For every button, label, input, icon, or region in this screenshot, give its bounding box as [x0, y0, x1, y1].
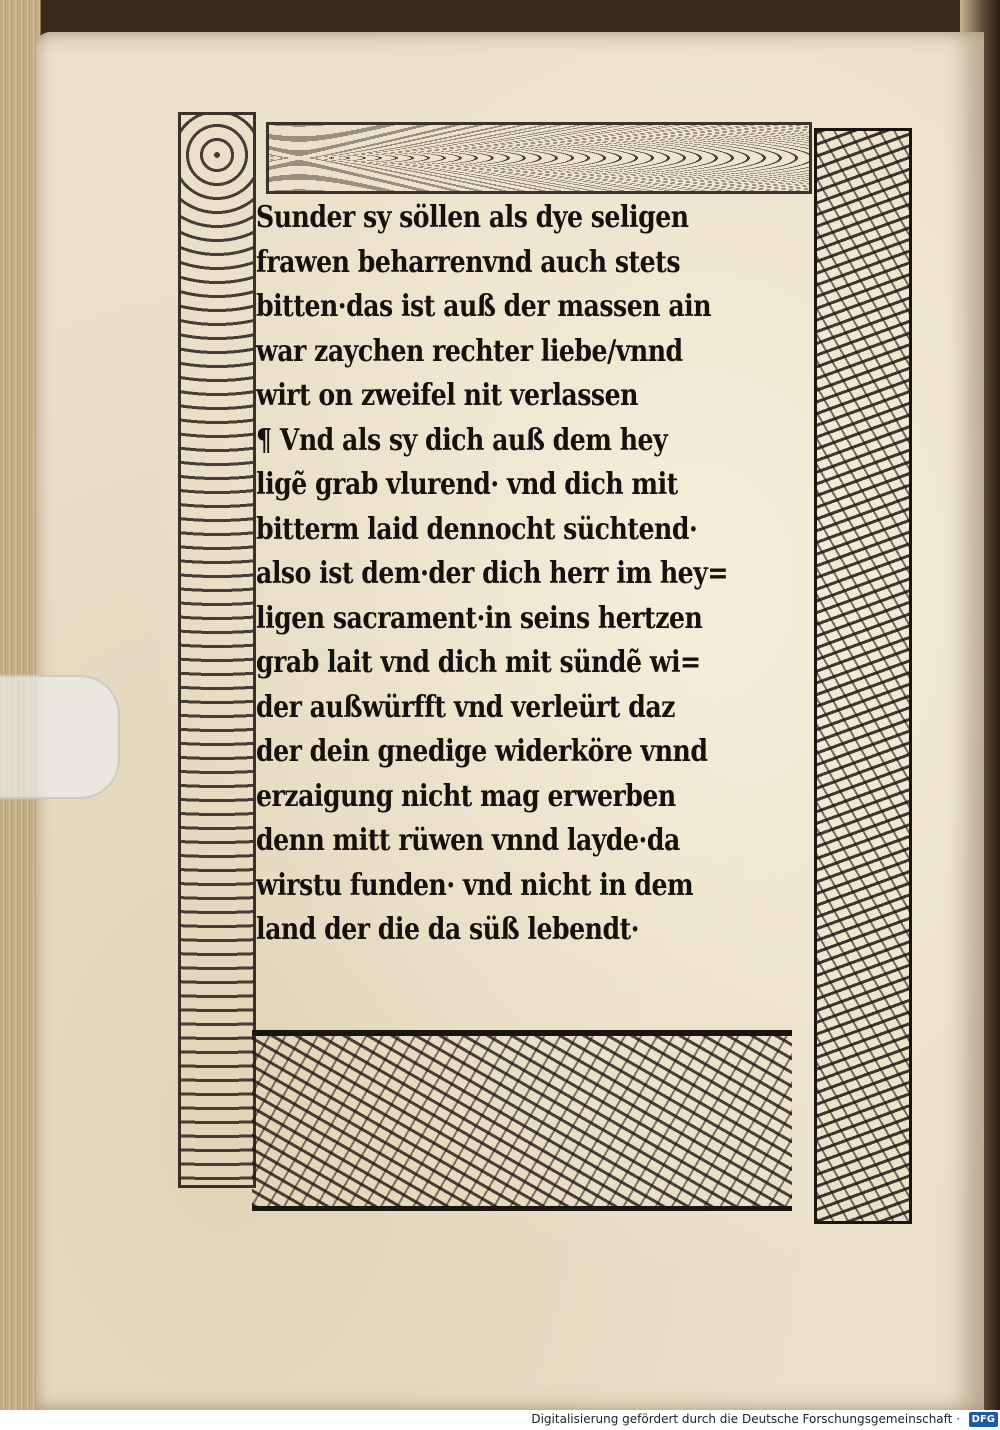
text-line: der außwürfft vnd verleürt daz — [256, 689, 675, 725]
text-line: grab lait vnd dich mit sündẽ wi= — [256, 645, 701, 680]
text-line: bitterm laid dennocht süchtend· — [256, 511, 698, 547]
woodcut-border-left — [178, 112, 256, 1188]
funding-note: Digitalisierung gefördert durch die Deutsche Forschungsgemeinschaft · — [531, 1412, 960, 1426]
dfg-logo: DFG — [969, 1412, 998, 1427]
woodcut-border-right — [814, 128, 912, 1224]
footer — [0, 1410, 1000, 1430]
text-line: wirstu funden· vnd nicht in dem — [256, 867, 694, 903]
woodcut-border-top — [266, 122, 812, 194]
text-line: land der die da süß lebendt· — [256, 912, 639, 947]
text-line: ligen sacrament·in seins hertzen — [256, 600, 703, 636]
text-line: denn mitt rüwen vnnd layde·da — [256, 823, 680, 858]
text-line: Sunder sy söllen als dye seligen — [256, 200, 689, 235]
text-line: ¶ Vnd als sy dich auß dem hey — [256, 422, 668, 458]
text-block — [256, 196, 812, 953]
text-line: ligẽ grab vlurend· vnd dich mit — [256, 467, 678, 502]
text-line: frawen beharrenvnd auch stets — [256, 244, 681, 280]
text-line: war zaychen rechter liebe/vnnd — [256, 333, 683, 369]
text-line: bitten·das ist auß der massen ain — [256, 289, 712, 324]
page-clip — [0, 675, 120, 799]
woodcut-border-bottom — [252, 1030, 792, 1211]
text-line: wirt on zweifel nit verlassen — [256, 378, 638, 413]
text-line: der dein gnedige widerköre vnnd — [256, 734, 708, 769]
text-line: also ist dem·der dich herr im hey= — [256, 556, 728, 591]
text-line: erzaigung nicht mag erwerben — [256, 778, 676, 814]
